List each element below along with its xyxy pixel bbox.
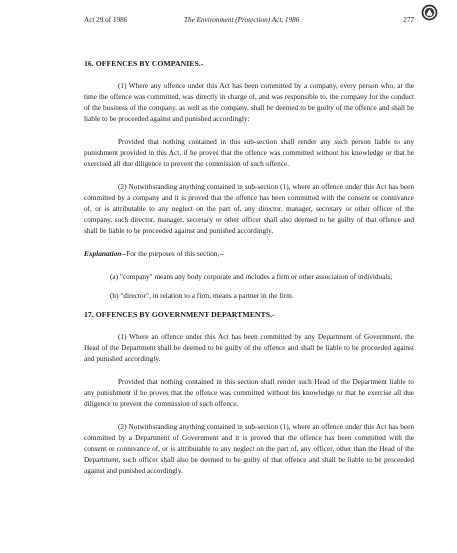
section-16-proviso: Provided that nothing contained in this sub-section shall render any such person liable to any punishment provided in this Act, if he proves that the offence was committed without his knowledge or that he exercised all due diligence to prevent the commission of such offence. (84, 137, 414, 168)
act-title: The Environment (Protection) Act, 1986 (184, 16, 300, 24)
clause-b: (b) "director", in relation to a firm, means a partner in the firm. (110, 291, 294, 300)
clause-a: (a) "company" means any body corporate and includes a firm or other association of individuals; (110, 272, 393, 281)
act-number: Act 29 of 1986 (84, 16, 128, 24)
page-number: 277 (403, 16, 414, 24)
document-body (84, 58, 414, 488)
emblem-icon (421, 4, 438, 21)
section-16-heading: 16. OFFENCES BY COMPANIES.- (84, 59, 204, 68)
section-17-subsection-2: (2) Notwithstanding anything contained in sub-section (1), where an offence under this Act has been committed by a Department of Government and it is proved that the offence has been committed with the consent or connivance of, or is attributable to any neglect on the part of, any officer, other than the Head of the Department, such officer shall also be deemed to be guilty of that offence and shall be liable to be proceeded against and punished accordingly. (84, 422, 414, 475)
section-16-subsection-2: (2) Notwithstanding anything contained in sub-section (1), where an offence under this Act has been committed by a company and it is proved that the offence has been committed with the consent or connivance of, or is attributable to any neglect on the part of, any director, manager, secretary or other officer of the company, such director, manager, secretary or other officer shall also deemed to be guilty of that offence and shall be liable to be proceeded against and punished accordingly. (84, 182, 414, 235)
section-17-proviso: Provided that nothing contained in this section shall render such Head of the Department liable to any punishment if he proves that the offence was committed without his knowledge or that he exercise all due diligence to prevent the commission of such offence. (84, 377, 414, 408)
section-17-subsection-1: (1) Where an offence under this Act has been committed by any Department of Government, the Head of the Department shall be deemed to be guilty of the offence and shall be liable to be proceeded against and punished accordingly. (84, 332, 414, 363)
explanation-label: Explanation (84, 249, 122, 258)
explanation-text: --For the purposes of this section,-- (121, 249, 225, 258)
section-16-explanation (84, 248, 414, 259)
section-16-subsection-1: (1) Where any offence under this Act has been committed by a company, every person who, at the time the offence was committed, was directly in charge of, and was responsible to, the company for the conduct of the business of the company, as well as the company, shall be deemed to be guilty of the offence and shall be liable to be proceeded against and punished accordingly: (84, 81, 414, 123)
page-header (84, 16, 414, 28)
section-17-heading: 17. OFFENCES BY GOVERNMENT DEPARTMENTS.- (84, 310, 275, 319)
